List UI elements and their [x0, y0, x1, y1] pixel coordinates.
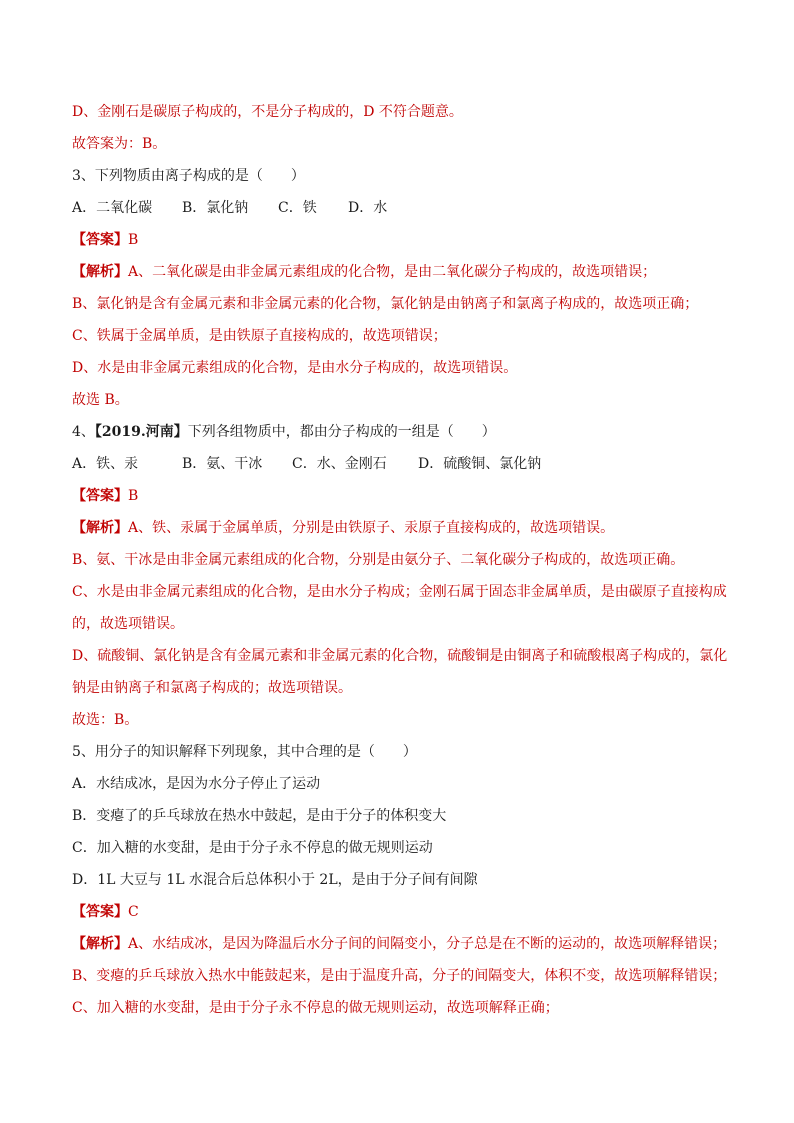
question-4-explanation-c: C、水是由非金属元素组成的化合物，是由水分子构成；金刚石属于固态非金属单质，是由碳原子直接构成: [72, 584, 727, 600]
option-d: D．硫酸铜、氯化钠: [418, 456, 542, 472]
question-5-option-d: D．1L 大豆与 1L 水混合后总体积小于 2L，是由于分子间有间隙: [72, 872, 478, 888]
question-4-explanation-a: [72, 519, 732, 537]
question-4-explanation-c-cont: 的，故选项错误。: [72, 616, 184, 632]
explanation-tag: 【解析】: [72, 936, 128, 952]
question-3-explanation-c: C、铁属于金属单质，是由铁原子直接构成的，故选项错误；: [72, 328, 447, 344]
prev-conclusion: 故答案为：B。: [72, 136, 167, 152]
option-b: B．氨、干冰: [182, 456, 263, 472]
question-text: 下列各组物质中，都由分子构成的一组是（ ）: [187, 424, 496, 440]
question-5-answer: [72, 903, 732, 921]
question-4-explanation-b: B、氨、干冰是由非金属元素组成的化合物，分别是由氨分子、二氧化碳分子构成的，故选项正确。: [72, 552, 685, 568]
question-5-option-c: C．加入糖的水变甜，是由于分子永不停息的做无规则运动: [72, 840, 433, 856]
question-number: 4、: [72, 424, 95, 440]
question-3-conclusion: 故选 B。: [72, 392, 129, 408]
question-5-explanation-c: C、加入糖的水变甜，是由于分子永不停息的做无规则运动，故选项解释正确；: [72, 1000, 559, 1016]
question-3-options: [72, 199, 732, 217]
question-5-explanation-a: [72, 935, 732, 953]
question-3-answer: [72, 231, 732, 249]
answer-value: B: [128, 232, 139, 248]
answer-value: B: [128, 488, 139, 504]
question-4-explanation-d-cont: 钠是由钠离子和氯离子构成的；故选项错误。: [72, 680, 352, 696]
answer-tag: 【答案】: [72, 232, 128, 248]
option-b: B．氯化钠: [182, 200, 249, 216]
question-4-options: [72, 455, 732, 473]
option-a: A．二氧化碳: [72, 200, 153, 216]
answer-tag: 【答案】: [72, 488, 128, 504]
question-5-explanation-b: B、变瘪的乒乓球放入热水中能鼓起来，是由于温度升高，分子的间隔变大，体积不变，故选项解释错误；: [72, 968, 727, 984]
answer-value: C: [128, 904, 139, 920]
question-4: [72, 423, 732, 441]
option-c: C．铁: [278, 200, 317, 216]
explanation-text: A、水结成冰，是因为降温后水分子间的间隔变小，分子总是在不断的运动的，故选项解释错误；: [128, 936, 727, 952]
explanation-tag: 【解析】: [72, 520, 128, 536]
explanation-text: A、二氧化碳是由非金属元素组成的化合物，是由二氧化碳分子构成的，故选项错误；: [128, 264, 657, 280]
question-5-option-b: B．变瘪了的乒乓球放在热水中鼓起，是由于分子的体积变大: [72, 808, 447, 824]
option-c: C．水、金刚石: [292, 456, 387, 472]
question-3-explanation-d: D、水是由非金属元素组成的化合物，是由水分子构成的，故选项错误。: [72, 360, 518, 376]
question-4-answer: [72, 487, 732, 505]
answer-tag: 【答案】: [72, 904, 128, 920]
question-3-explanation-a: [72, 263, 732, 281]
explanation-tag: 【解析】: [72, 264, 128, 280]
question-source: 【2019.河南】: [94, 424, 188, 440]
question-5-option-a: A．水结成冰，是因为水分子停止了运动: [72, 776, 321, 792]
explanation-text: A、铁、汞属于金属单质，分别是由铁原子、汞原子直接构成的，故选项错误。: [128, 520, 615, 536]
option-d: D．水: [348, 200, 388, 216]
question-5: 5、用分子的知识解释下列现象，其中合理的是（ ）: [72, 744, 417, 760]
prev-explanation-d: D、金刚石是碳原子构成的，不是分子构成的，D 不符合题意。: [72, 104, 463, 120]
question-4-explanation-d: D、硫酸铜、氯化钠是含有金属元素和非金属元素的化合物，硫酸铜是由铜离子和硫酸根离子构成的，氯化: [72, 648, 728, 664]
question-4-conclusion: 故选：B。: [72, 712, 139, 728]
question-3-explanation-b: B、氯化钠是含有金属元素和非金属元素的化合物，氯化钠是由钠离子和氯离子构成的，故选项正确；: [72, 296, 699, 312]
question-3: 3、下列物质由离子构成的是（ ）: [72, 168, 305, 184]
option-a: A．铁、汞: [72, 456, 139, 472]
